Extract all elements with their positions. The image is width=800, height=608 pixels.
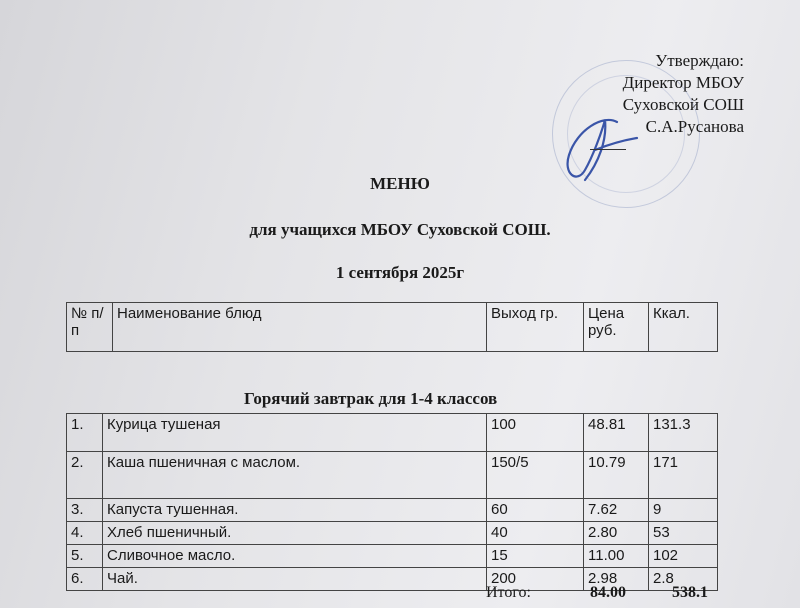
table-row	[67, 545, 718, 568]
signature-line	[590, 149, 626, 150]
row-dish-name: Сливочное масло.	[103, 545, 487, 568]
row-price: 11.00	[584, 545, 649, 568]
row-dish-name: Каша пшеничная с маслом.	[103, 452, 487, 499]
meal-table	[66, 413, 718, 591]
row-dish-name: Капуста тушенная.	[103, 499, 487, 522]
col-header-price: Цена руб.	[584, 303, 649, 352]
document-date: 1 сентября 2025г	[335, 263, 465, 282]
col-header-kcal: Ккал.	[649, 303, 718, 352]
row-num: 5.	[67, 545, 103, 568]
table-row	[67, 452, 718, 499]
meal-section-title: Горячий завтрак для 1-4 классов	[244, 389, 498, 408]
table-row	[67, 522, 718, 545]
row-output: 60	[487, 499, 584, 522]
row-dish-name: Курица тушеная	[103, 414, 487, 452]
col-header-num: № п/п	[67, 303, 113, 352]
col-header-name: Наименование блюд	[113, 303, 487, 352]
total-label: Итого:	[486, 584, 531, 601]
row-num: 1.	[67, 414, 103, 452]
row-output: 15	[487, 545, 584, 568]
document-subtitle: для учащихся МБОУ Суховской СОШ.	[249, 220, 551, 239]
columns-header-table	[66, 302, 718, 352]
document-title: МЕНЮ	[370, 174, 430, 193]
row-dish-name: Чай.	[103, 568, 487, 591]
approval-label: Утверждаю:	[655, 51, 744, 70]
row-output: 40	[487, 522, 584, 545]
row-kcal: 102	[649, 545, 718, 568]
row-kcal: 9	[649, 499, 718, 522]
row-output: 100	[487, 414, 584, 452]
total-kcal: 538.1	[672, 584, 708, 601]
row-dish-name: Хлеб пшеничный.	[103, 522, 487, 545]
approval-director-name: С.А.Русанова	[645, 117, 744, 136]
approval-block	[623, 50, 744, 138]
table-row	[67, 414, 718, 452]
row-price: 10.79	[584, 452, 649, 499]
approval-position: Директор МБОУ	[622, 73, 744, 92]
row-price: 48.81	[584, 414, 649, 452]
row-output: 150/5	[487, 452, 584, 499]
row-kcal: 53	[649, 522, 718, 545]
row-price: 7.62	[584, 499, 649, 522]
approval-school: Суховской СОШ	[622, 95, 744, 114]
row-kcal: 131.3	[649, 414, 718, 452]
row-num: 2.	[67, 452, 103, 499]
row-num: 4.	[67, 522, 103, 545]
row-num: 3.	[67, 499, 103, 522]
row-price: 2.98	[584, 568, 649, 591]
row-price: 2.80	[584, 522, 649, 545]
row-output: 200	[487, 568, 584, 591]
col-header-output: Выход гр.	[487, 303, 584, 352]
row-kcal: 2.8	[649, 568, 718, 591]
total-price: 84.00	[590, 584, 626, 601]
table-row	[67, 499, 718, 522]
row-kcal: 171	[649, 452, 718, 499]
row-num: 6.	[67, 568, 103, 591]
